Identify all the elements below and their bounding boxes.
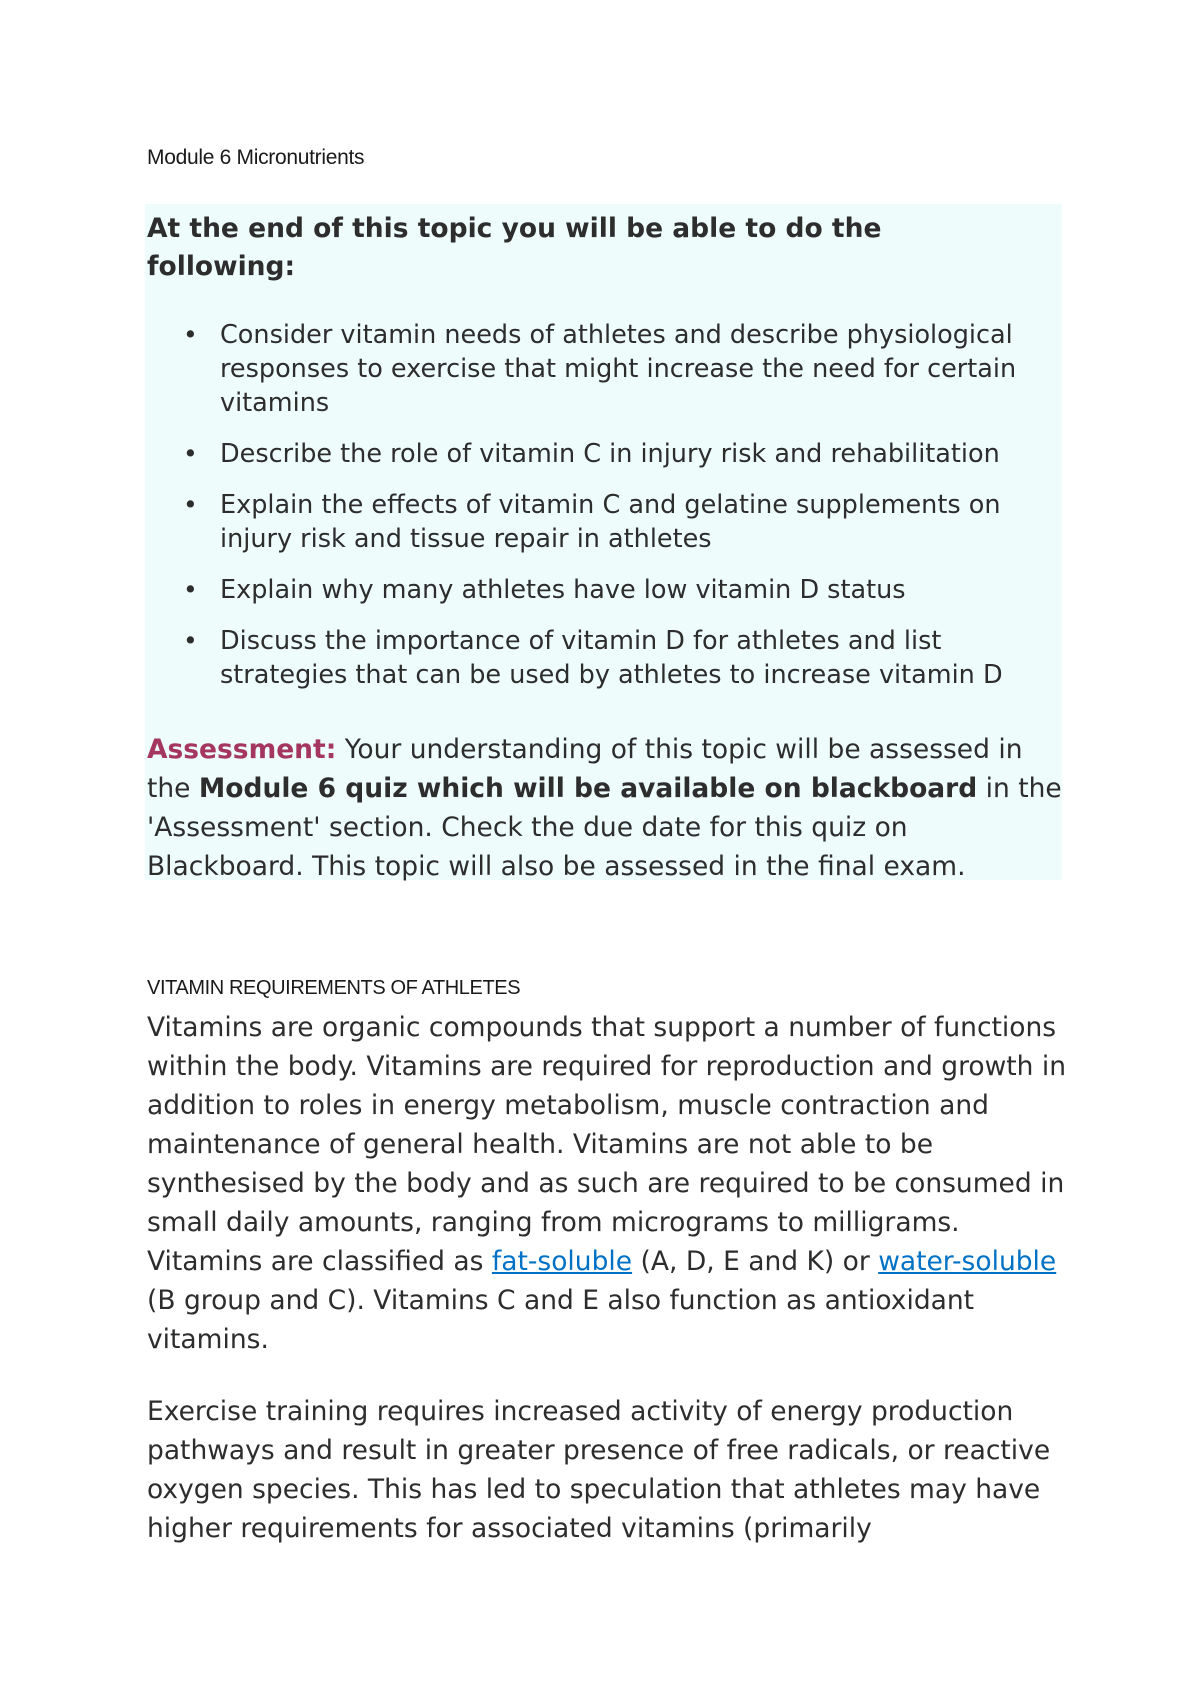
assessment-label: Assessment: — [147, 734, 337, 765]
assessment-text-before: Your understanding of this topic will be assessed in the — [147, 734, 1023, 804]
objective-text: Explain the effects of vitamin C and gelatine supplements on injury risk and tissue repair in athletes — [220, 490, 1001, 554]
objective-item — [147, 573, 1067, 607]
objective-item — [147, 488, 1067, 556]
paragraph-text: (B group and C). Vitamins C and E also function as antioxidant vitamins. — [147, 1285, 975, 1355]
exercise-training-paragraph: Exercise training requires increased activity of energy production pathways and result in greater presence of free radicals, or reactive oxygen species. This has led to speculation that athletes may have higher requirements for associated vitamins (primarily — [147, 1396, 1051, 1544]
water-soluble-link[interactable]: water-soluble — [878, 1246, 1057, 1277]
bullet-icon: • — [183, 626, 198, 655]
objectives-list — [147, 318, 1067, 709]
objectives-heading: At the end of this topic you will be able to do the following: — [147, 213, 882, 282]
objective-text: Describe the role of vitamin C in injury risk and rehabilitation — [220, 439, 1000, 469]
section-heading: VITAMIN REQUIREMENTS OF ATHLETES — [147, 977, 521, 999]
fat-soluble-link[interactable]: fat-soluble — [491, 1246, 633, 1277]
bullet-icon: • — [183, 490, 198, 519]
objective-item — [147, 624, 1067, 692]
paragraph-text: (A, D, E and K) or — [632, 1246, 879, 1277]
objective-item — [147, 318, 1067, 420]
objective-text: Explain why many athletes have low vitamin D status — [220, 575, 906, 605]
assessment-note — [147, 730, 1067, 886]
objective-text: Consider vitamin needs of athletes and describe physiological responses to exercise that might increase the need for certain vitamins — [220, 320, 1017, 418]
assessment-text-after: in the 'Assessment' section. Check the due date for this quiz on Blackboard. This topic will also be assessed in the final exam. — [147, 773, 1062, 882]
bullet-icon: • — [183, 575, 198, 604]
assessment-quiz-bold: Module 6 quiz which will be available on blackboard — [198, 773, 978, 804]
vitamins-paragraph — [147, 1008, 1077, 1359]
module-title: Module 6 Micronutrients — [147, 146, 365, 169]
objective-item — [147, 437, 1067, 471]
bullet-icon: • — [183, 439, 198, 468]
bullet-icon: • — [183, 320, 198, 349]
paragraph-text: Vitamins are organic compounds that support a number of functions within the body. Vitamins are required for reproduction and growth in addition to roles in energy metabolism, muscle contraction and maintenance of general health. Vitamins are not able to be synthesised by the body and as such are required to be consumed in small daily amounts, ranging from micrograms to milligrams. Vitamins are classified as — [147, 1012, 1067, 1277]
objective-text: Discuss the importance of vitamin D for athletes and list strategies that can be used by athletes to increase vitamin D — [220, 626, 1003, 690]
